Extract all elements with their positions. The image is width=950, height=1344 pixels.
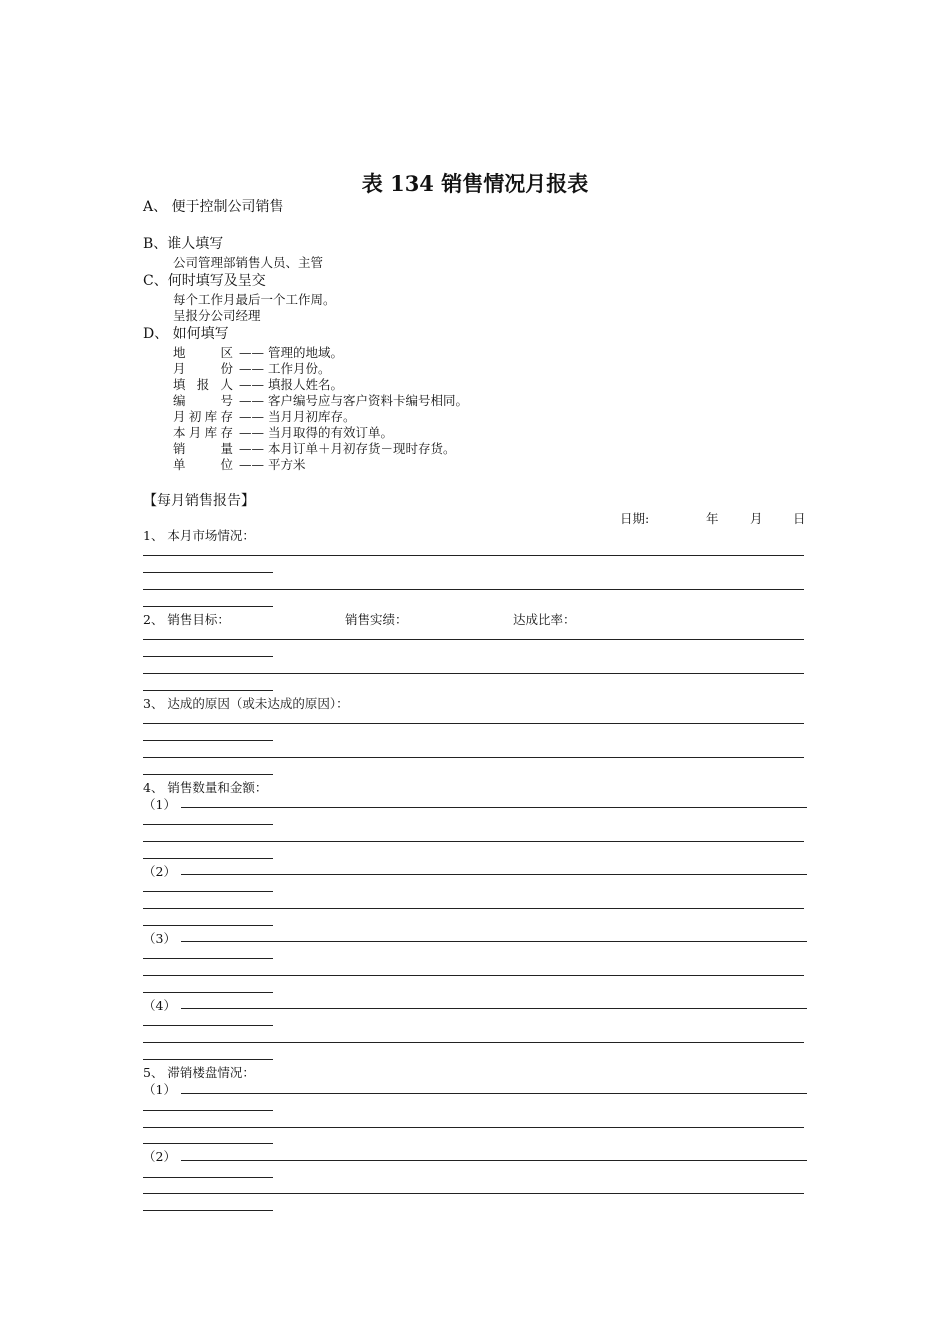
def-key: 销量 bbox=[173, 441, 233, 456]
section-c-line-1: 每个工作月最后一个工作周。 bbox=[173, 292, 336, 307]
write-line-short[interactable] bbox=[143, 740, 273, 741]
write-line[interactable] bbox=[143, 673, 804, 674]
write-line[interactable] bbox=[181, 1008, 807, 1009]
write-line-short[interactable] bbox=[143, 858, 273, 859]
write-line-short[interactable] bbox=[143, 958, 273, 959]
write-line-short[interactable] bbox=[143, 572, 273, 573]
q4-item-3-label: （3） bbox=[143, 931, 176, 946]
section-d-label: D、 如何填写 bbox=[143, 326, 229, 342]
write-line-short[interactable] bbox=[143, 1025, 273, 1026]
write-line[interactable] bbox=[181, 807, 807, 808]
q4-item-2-label: （2） bbox=[143, 864, 176, 879]
def-key: 单位 bbox=[173, 457, 233, 472]
write-line-short[interactable] bbox=[143, 992, 273, 993]
q5-item-2-label: （2） bbox=[143, 1149, 176, 1164]
date-year: 年 bbox=[706, 511, 719, 526]
def-key: 月份 bbox=[173, 361, 233, 376]
write-line[interactable] bbox=[143, 757, 804, 758]
q4-label: 4、 销售数量和金额： bbox=[143, 780, 268, 795]
write-line[interactable] bbox=[143, 975, 804, 976]
def-dash: —— bbox=[239, 345, 264, 360]
q2-label: 2、 销售目标： bbox=[143, 612, 230, 627]
write-line-short[interactable] bbox=[143, 1210, 273, 1211]
q4-item-1-label: （1） bbox=[143, 797, 176, 812]
write-line[interactable] bbox=[143, 841, 804, 842]
section-b-label: B、谁人填写 bbox=[143, 236, 224, 252]
def-dash: —— bbox=[239, 393, 264, 408]
q3-label: 3、 达成的原因（或未达成的原因）： bbox=[143, 696, 349, 711]
section-c-line-2: 呈报分公司经理 bbox=[173, 308, 261, 323]
write-line-short[interactable] bbox=[143, 891, 273, 892]
def-value: 本月订单＋月初存货－现时存货。 bbox=[268, 441, 456, 456]
section-c-label: C、何时填写及呈交 bbox=[143, 273, 266, 289]
write-line-short[interactable] bbox=[143, 1177, 273, 1178]
def-dash: —— bbox=[239, 377, 264, 392]
section-a-label: A、 便于控制公司销售 bbox=[143, 199, 284, 215]
def-value: 填报人姓名。 bbox=[268, 377, 344, 392]
write-line[interactable] bbox=[143, 723, 804, 724]
write-line[interactable] bbox=[181, 941, 807, 942]
def-dash: —— bbox=[239, 361, 264, 376]
write-line[interactable] bbox=[143, 1127, 804, 1128]
write-line[interactable] bbox=[143, 555, 804, 556]
def-key: 地区 bbox=[173, 345, 233, 360]
write-line[interactable] bbox=[143, 1193, 804, 1194]
q2-ratio-label: 达成比率： bbox=[513, 612, 576, 627]
def-key: 编号 bbox=[173, 393, 233, 408]
def-dash: —— bbox=[239, 441, 264, 456]
write-line-short[interactable] bbox=[143, 824, 273, 825]
def-dash: —— bbox=[239, 457, 264, 472]
report-header: 【每月销售报告】 bbox=[143, 493, 255, 509]
q5-item-1-label: （1） bbox=[143, 1082, 176, 1097]
def-row-unit bbox=[173, 455, 306, 473]
write-line[interactable] bbox=[143, 589, 804, 590]
write-line[interactable] bbox=[143, 1042, 804, 1043]
def-key: 本月库存 bbox=[173, 425, 233, 440]
write-line-short[interactable] bbox=[143, 690, 273, 691]
write-line-short[interactable] bbox=[143, 1143, 273, 1144]
section-b-line: 公司管理部销售人员、主管 bbox=[173, 255, 324, 270]
write-line-short[interactable] bbox=[143, 925, 273, 926]
q4-item-4-label: （4） bbox=[143, 998, 176, 1013]
def-value: 客户编号应与客户资料卡编号相同。 bbox=[268, 393, 469, 408]
q2-actual-label: 销售实绩： bbox=[345, 612, 408, 627]
date-month: 月 bbox=[750, 511, 763, 526]
date-label: 日期: bbox=[620, 511, 650, 526]
def-key: 填报人 bbox=[173, 377, 233, 392]
date-day: 日 bbox=[793, 511, 806, 526]
write-line[interactable] bbox=[143, 639, 804, 640]
write-line[interactable] bbox=[143, 908, 804, 909]
q1-label: 1、 本月市场情况： bbox=[143, 528, 255, 543]
def-value: 平方米 bbox=[268, 457, 306, 472]
write-line-short[interactable] bbox=[143, 774, 273, 775]
write-line-short[interactable] bbox=[143, 606, 273, 607]
write-line[interactable] bbox=[181, 874, 807, 875]
def-value: 管理的地域。 bbox=[268, 345, 344, 360]
write-line-short[interactable] bbox=[143, 656, 273, 657]
def-value: 当月月初库存。 bbox=[268, 409, 356, 424]
def-key: 月初库存 bbox=[173, 409, 233, 424]
def-dash: —— bbox=[239, 425, 264, 440]
write-line[interactable] bbox=[181, 1093, 807, 1094]
def-dash: —— bbox=[239, 409, 264, 424]
def-value: 当月取得的有效订单。 bbox=[268, 425, 394, 440]
write-line[interactable] bbox=[181, 1160, 807, 1161]
write-line-short[interactable] bbox=[143, 1110, 273, 1111]
page-title: 表 134 销售情况月报表 bbox=[361, 171, 589, 196]
q5-label: 5、 滞销楼盘情况： bbox=[143, 1065, 255, 1080]
write-line-short[interactable] bbox=[143, 1059, 273, 1060]
def-value: 工作月份。 bbox=[268, 361, 331, 376]
